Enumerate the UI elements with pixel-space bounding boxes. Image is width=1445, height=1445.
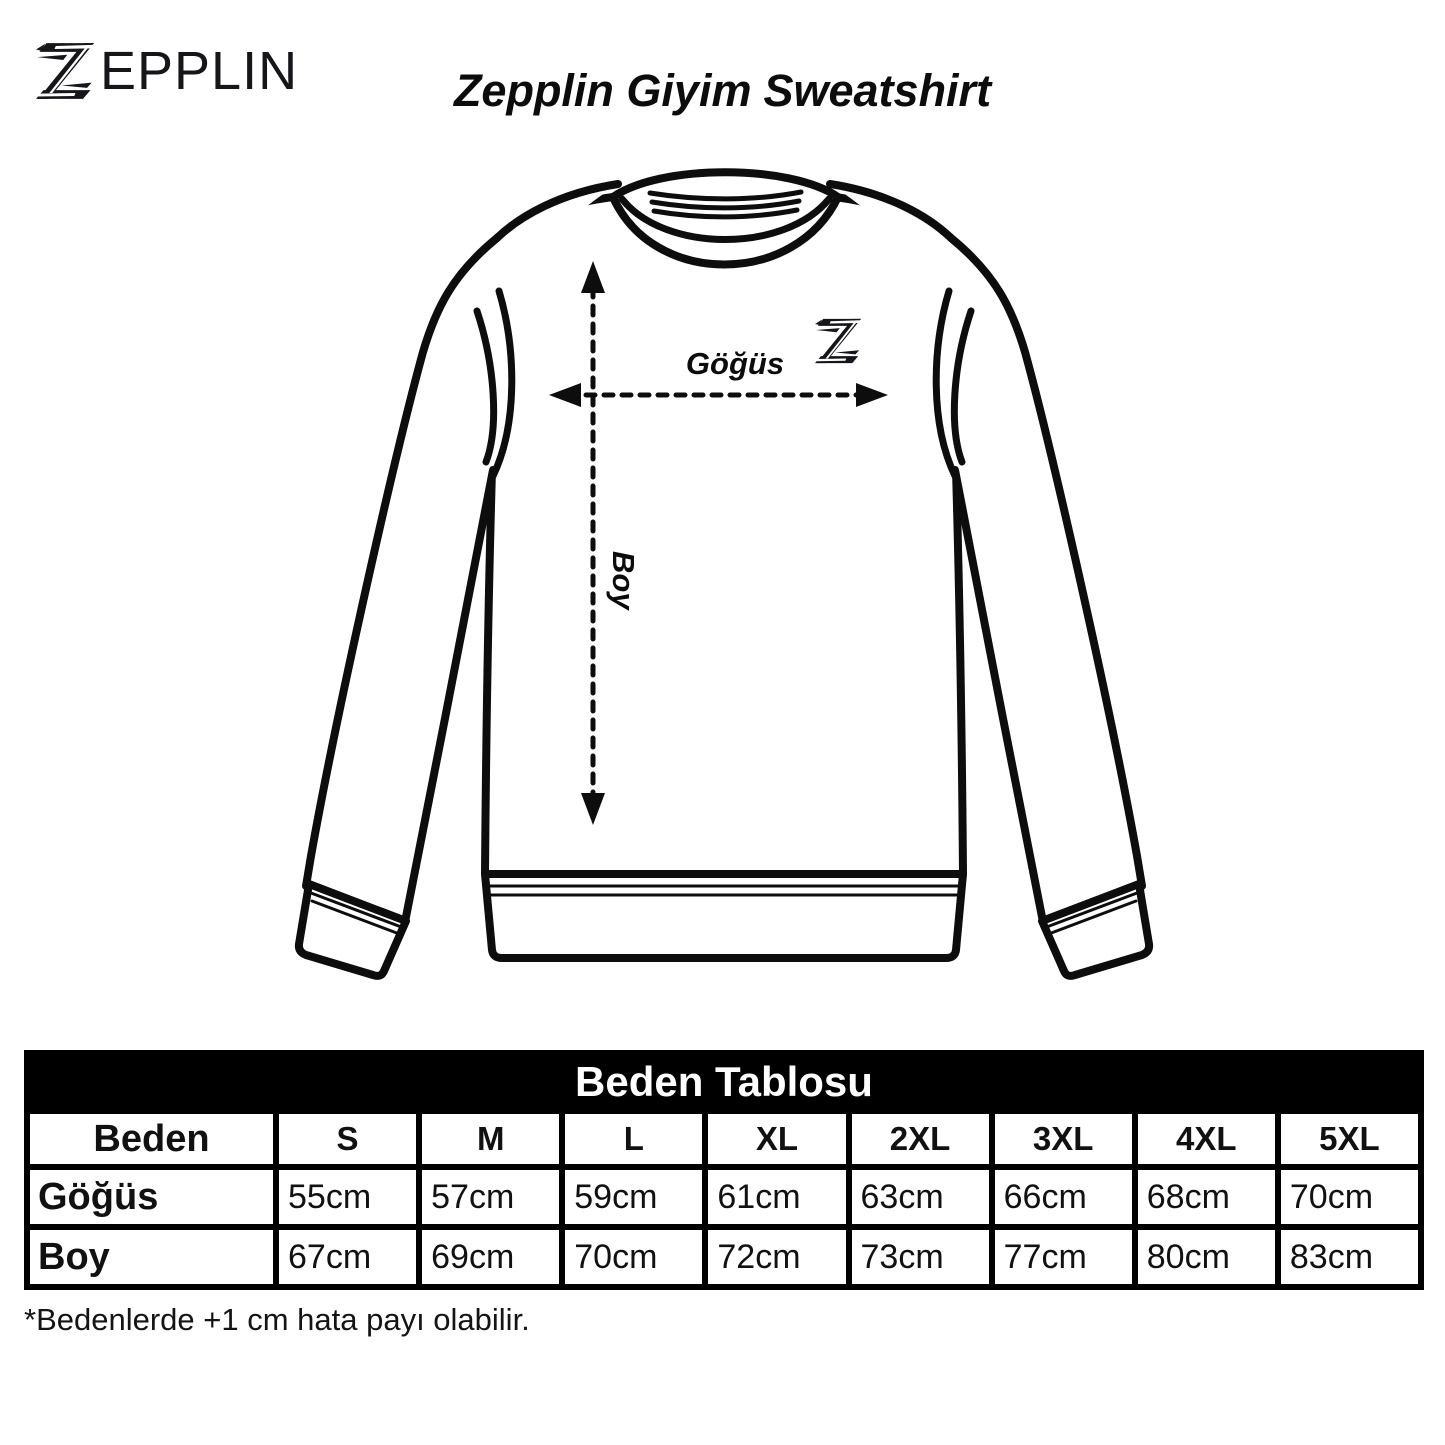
size-table-header-beden: Beden bbox=[30, 1114, 273, 1164]
chest-value-3xl: 66cm bbox=[995, 1170, 1132, 1224]
length-value-2xl: 73cm bbox=[852, 1230, 989, 1284]
length-value-5xl: 83cm bbox=[1281, 1230, 1418, 1284]
size-table-header-3xl: 3XL bbox=[995, 1114, 1132, 1164]
body-outline bbox=[485, 197, 963, 874]
size-table-row-label-chest: Göğüs bbox=[30, 1170, 273, 1224]
page-title-bold: Sweatshirt bbox=[763, 65, 992, 116]
size-table-header-s: S bbox=[279, 1114, 416, 1164]
size-table-header-m: M bbox=[422, 1114, 559, 1164]
length-value-l: 70cm bbox=[565, 1230, 702, 1284]
size-tolerance-footnote: *Bedenlerde +1 cm hata payı olabilir. bbox=[24, 1302, 530, 1337]
size-table bbox=[24, 1050, 1424, 1290]
size-table-header-l: L bbox=[565, 1114, 702, 1164]
chest-value-2xl: 63cm bbox=[852, 1170, 989, 1224]
chest-value-5xl: 70cm bbox=[1281, 1170, 1418, 1224]
page-title-regular: Zepplin Giyim bbox=[453, 65, 752, 116]
chest-value-xl: 61cm bbox=[708, 1170, 845, 1224]
chest-value-4xl: 68cm bbox=[1138, 1170, 1275, 1224]
chest-value-m: 57cm bbox=[422, 1170, 559, 1224]
size-table-header-xl: XL bbox=[708, 1114, 845, 1164]
size-table-header-2xl: 2XL bbox=[852, 1114, 989, 1164]
length-value-4xl: 80cm bbox=[1138, 1230, 1275, 1284]
size-table-row-label-length: Boy bbox=[30, 1230, 273, 1284]
size-table-title: Beden Tablosu bbox=[30, 1056, 1418, 1108]
size-table-header-5xl: 5XL bbox=[1281, 1114, 1418, 1164]
chest-measure-label: Göğüs bbox=[685, 346, 785, 381]
chest-value-l: 59cm bbox=[565, 1170, 702, 1224]
length-value-m: 69cm bbox=[422, 1230, 559, 1284]
length-value-xl: 72cm bbox=[708, 1230, 845, 1284]
length-measure-label: Boy bbox=[606, 551, 641, 610]
length-value-s: 67cm bbox=[279, 1230, 416, 1284]
size-table-header-4xl: 4XL bbox=[1138, 1114, 1275, 1164]
length-value-3xl: 77cm bbox=[995, 1230, 1132, 1284]
brand-logo-text: EPPLIN bbox=[100, 41, 299, 101]
chest-value-s: 55cm bbox=[279, 1170, 416, 1224]
